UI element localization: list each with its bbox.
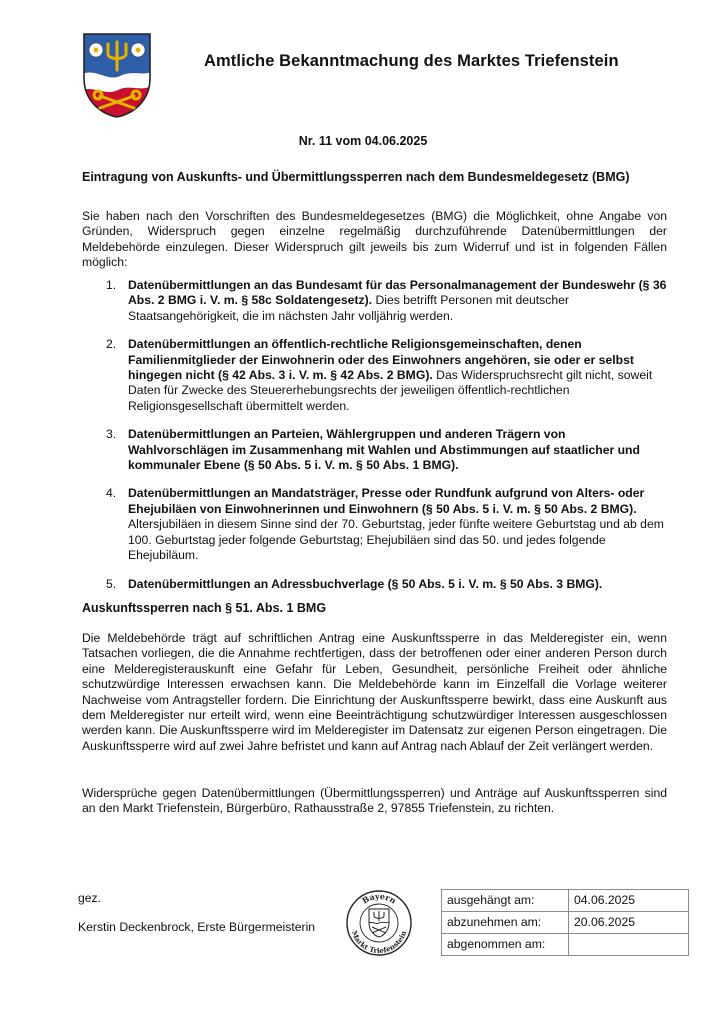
section-heading: Auskunftssperren nach § 51. Abs. 1 BMG bbox=[82, 601, 327, 615]
table-row bbox=[442, 912, 689, 934]
table-cell-value: 20.06.2025 bbox=[569, 912, 689, 934]
table-cell-label: ausgehängt am: bbox=[442, 890, 569, 912]
list-item-number: 2. bbox=[106, 337, 117, 352]
table-row bbox=[442, 890, 689, 912]
list-item-number: 1. bbox=[106, 278, 117, 292]
list-item-number: 3. bbox=[106, 427, 117, 442]
list-item bbox=[82, 337, 667, 414]
list-item-number: 4. bbox=[106, 486, 117, 501]
intro-paragraph: Sie haben nach den Vorschriften des Bundesmeldegesetzes (BMG) die Möglichkeit, ohne Angabe von Gründen, Widerspruch gegen einzelne regelmäßig durchzuführende Datenübermittlungen der Meldebehörde einzulegen. Dieser Widerspruch gilt jeweils bis zum Widerruf und ist in folgenden Fällen möglich: bbox=[82, 209, 667, 270]
list-item-text: Dies betrifft Personen mit deutscher Staatsangehörigkeit, die im nächsten Jahr volljährig werden. bbox=[128, 293, 569, 323]
table-cell-label: abzunehmen am: bbox=[442, 912, 569, 934]
issue-number: Nr. 11 vom 04.06.2025 bbox=[298, 134, 428, 148]
list-item bbox=[82, 427, 667, 473]
closing-paragraph: Widersprüche gegen Datenübermittlungen (Übermittlungssperren) und Anträge auf Auskunftssperren sind an den Markt Triefenstein, Bürgerbüro, Rathausstraße 2, 97855 Triefenstein, zu richten. bbox=[82, 786, 667, 816]
svg-text:Bayern: Bayern bbox=[360, 890, 398, 906]
list-item-bold-text: Datenübermittlungen an das Bundesamt für das Personalmanagement der Bundeswehr (§ 36 Abs. 2 BMG i. V. m. § 58c Soldatengesetz). bbox=[128, 278, 667, 308]
table-cell-value: 04.06.2025 bbox=[569, 890, 689, 912]
list-item bbox=[82, 577, 667, 592]
table-cell-label: abgenommen am: bbox=[442, 934, 569, 956]
coat-of-arms-logo bbox=[82, 32, 152, 118]
table-cell-value bbox=[569, 934, 689, 956]
page-title: Amtliche Bekanntmachung des Marktes Triefenstein bbox=[204, 52, 619, 70]
signature-gez: gez. bbox=[78, 891, 102, 905]
list-item-bold-text: Datenübermittlungen an Adressbuchverlage (§ 50 Abs. 5 i. V. m. § 50 Abs. 3 BMG). bbox=[128, 576, 603, 591]
list-item-bold-text: Datenübermittlungen an Mandatsträger, Presse oder Rundfunk aufgrund von Alters- oder Ehejubiläen von Einwohnerinnen und Einwohnern (§ 50 Abs. 5 i. V. m. § 50 Abs. 2 BMG). bbox=[128, 486, 645, 516]
list-item-bold-text: Datenübermittlungen an öffentlich-rechtliche Religionsgemeinschaften, denen Familienmitglieder der Einwohnerin oder des Einwohners angehören, sie oder er selbst hingegen nicht (§ 42 Abs. 3 i. V. m. § 42 Abs. 2 BMG). bbox=[128, 337, 634, 383]
list-item bbox=[82, 486, 667, 563]
notice-subject: Eintragung von Auskunfts- und Übermittlungssperren nach dem Bundesmeldegesetz (BMG) bbox=[82, 170, 630, 184]
section-body: Die Meldebehörde trägt auf schriftlichen Antrag eine Auskunftssperre in das Melderegister ein, wenn Tatsachen vorliegen, die die Annahme rechtfertigen, dass der betroffenen oder einer anderen Person durch eine Melderegisterauskunft eine Gefahr für Leben, Gesundheit, persönliche Freiheit oder ähnliche schutzwürdige Interessen erwachsen kann. Die Meldebehörde kann im Einzelfall die Vorlage weiterer Nachweise vom Antragsteller fordern. Die Einrichtung der Auskunftssperre bewirkt, dass eine Auskunft aus dem Melderegister nur erteilt wird, wenn eine Beeinträchtigung schutzwürdiger Interessen ausgeschlossen werden kann. Die Auskunftssperre wird im Melderegister im Datensatz zur eigenen Person eingetragen. Die Auskunftssperre wird auf zwei Jahre befristet und kann auf Antrag nach Ablauf der Zeit verlängert werden. bbox=[82, 631, 667, 753]
list-item bbox=[82, 278, 667, 324]
list-item-number: 5. bbox=[106, 576, 117, 591]
list-item-bold-text: Datenübermittlungen an Parteien, Wählergruppen und anderen Trägern von Wahlvorschlägen im Zusammenhang mit Wahlen und Abstimmungen auf staatlicher und kommunaler Ebene (§ 50 Abs. 5 i. V. m. § 50 Abs. 1 BMG). bbox=[128, 427, 640, 473]
table-row bbox=[442, 934, 689, 956]
signatory-name: Kerstin Deckenbrock, Erste Bürgermeisterin bbox=[78, 920, 316, 934]
list-item-text: Das Widerspruchsrecht gilt nicht, soweit Daten für Zwecke des Steuererhebungsrechts der jeweiligen öffentlich-rechtlichen Religionsgesellschaft übermittelt werden. bbox=[128, 368, 653, 413]
objection-cases-list bbox=[82, 278, 667, 605]
list-item-text: Altersjubiläen in diesem Sinne sind der 70. Geburtstag, jeder fünfte weitere Geburtstag und ab dem 100. Geburtstag jeder folgende Geburtstag; Ehejubiläen sind das 50. und jedes folgende Ehejubiläum. bbox=[128, 517, 664, 563]
official-seal-stamp bbox=[345, 889, 413, 957]
svg-text:Markt Triefenstein: Markt Triefenstein bbox=[349, 929, 409, 956]
posting-record-table bbox=[441, 889, 689, 956]
